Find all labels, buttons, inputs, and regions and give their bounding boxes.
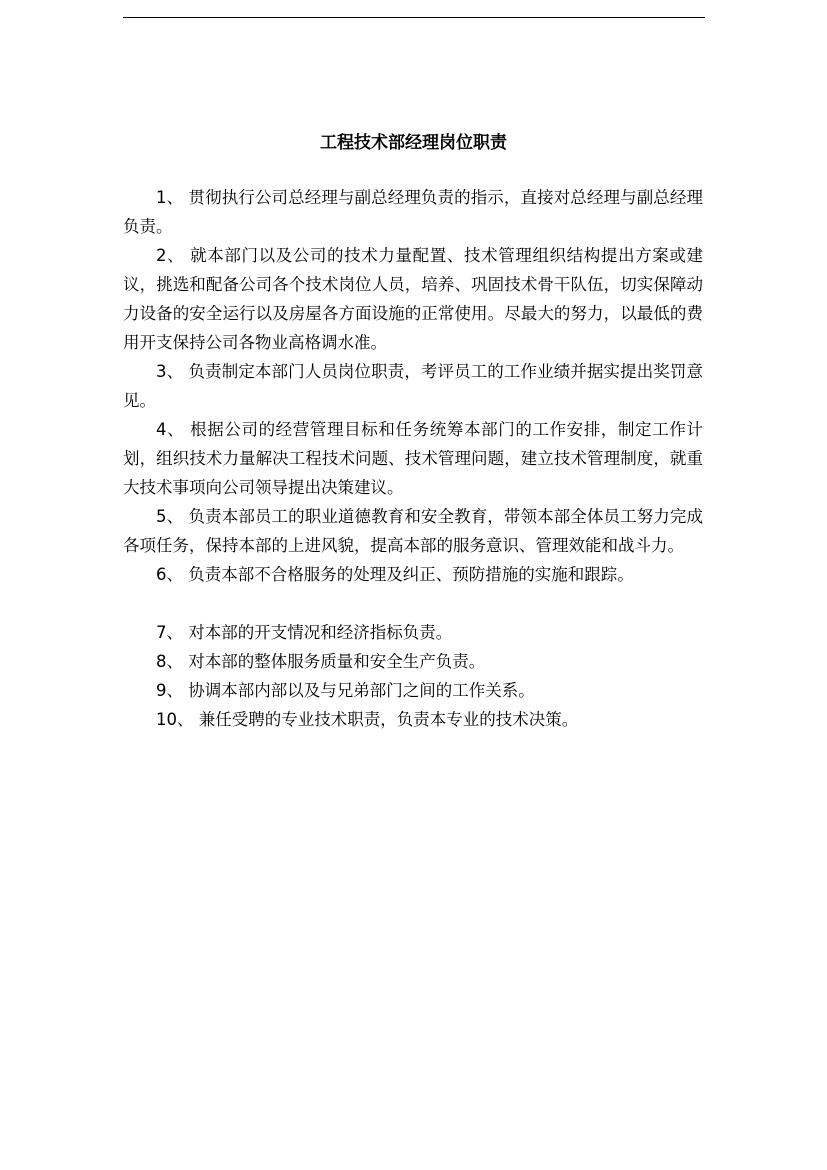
duty-item-4: 4、 根据公司的经营管理目标和任务统筹本部门的工作安排，制定工作计划，组织技术力量解决工程技术问题、技术管理问题，建立技术管理制度，就重大技术事项向公司领导提出决策建议。 bbox=[123, 420, 703, 497]
duty-item-3: 3、 负责制定本部门人员岗位职责，考评员工的工作业绩并据实提出奖罚意见。 bbox=[123, 362, 703, 410]
header-rule bbox=[123, 17, 705, 18]
duty-item-6: 6、 负责本部不合格服务的处理及纠正、预防措施的实施和跟踪。 bbox=[156, 565, 634, 584]
page-title: 工程技术部经理岗位职责 bbox=[320, 133, 507, 153]
duty-item-2: 2、 就本部门以及公司的技术力量配置、技术管理组织结构提出方案或建议，挑选和配备公司各个技术岗位人员，培养、巩固技术骨干队伍，切实保障动力设备的安全运行以及房屋各方面设施的正常使用。尽最大的努力，以最低的费用开支保持公司各物业高格调水准。 bbox=[123, 246, 703, 352]
duty-item-9: 9、 协调本部内部以及与兄弟部门之间的工作关系。 bbox=[156, 681, 535, 700]
duty-item-10: 10、 兼任受聘的专业技术职责，负责本专业的技术决策。 bbox=[156, 710, 579, 729]
duty-item-7: 7、 对本部的开支情况和经济指标负责。 bbox=[156, 623, 453, 642]
duty-item-1: 1、 贯彻执行公司总经理与副总经理负责的指示，直接对总经理与副总经理负责。 bbox=[123, 188, 703, 236]
duty-item-8: 8、 对本部的整体服务质量和安全生产负责。 bbox=[156, 652, 486, 671]
duty-list bbox=[123, 183, 703, 734]
duty-item-5: 5、 负责本部员工的职业道德教育和安全教育，带领本部全体员工努力完成各项任务，保持本部的上进风貌，提高本部的服务意识、管理效能和战斗力。 bbox=[123, 507, 703, 555]
